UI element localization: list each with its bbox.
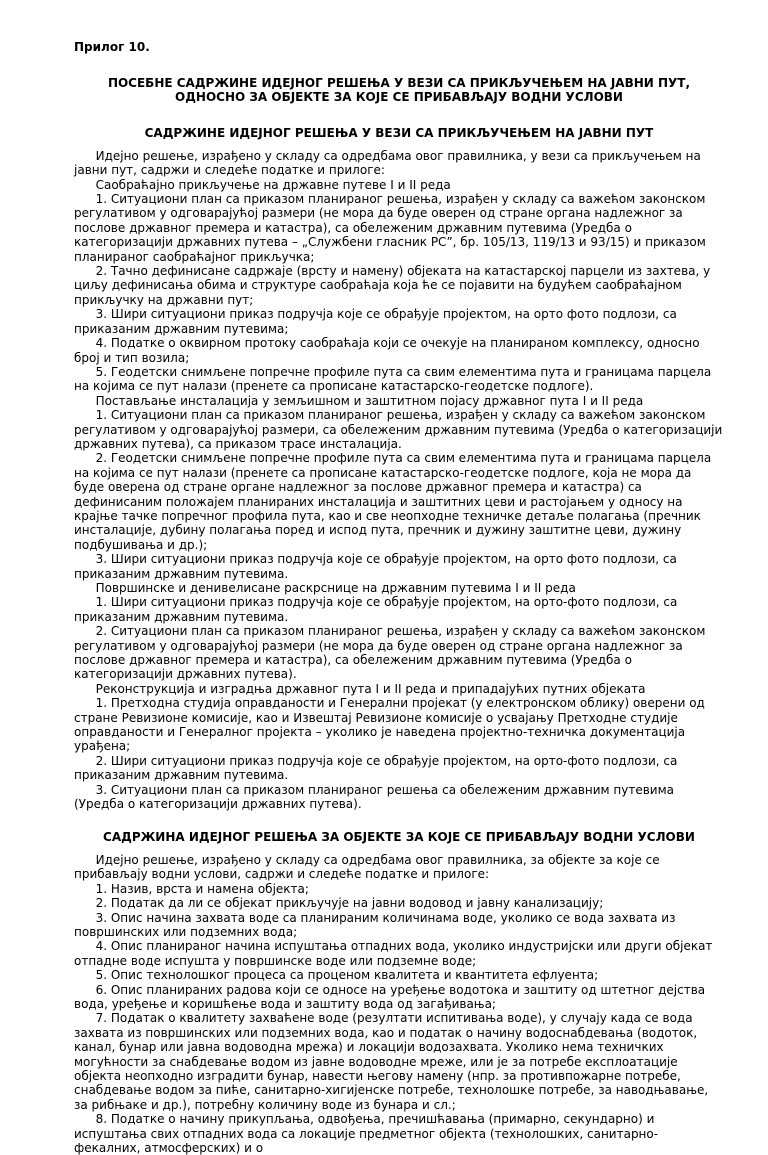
paragraph: 2. Геодетски снимљене попречне профиле пута са свим елементима пута и границама парцела на којима се пут налази (пренете са прописане катастарско-геодетске подлоге, која не мора да буде оверена од стране органе надлежног за послове државног премера и катастра) са дефинисаним положајем планираних инсталација и заштитних цеви и растојањем у односу на крајње тачке попречног профила пута, као и све неопходне техничке детаље полагања (пречник инсталације, дубину полагања поред и испод пута, пречник и дужину заштитне цеви, дужину подбушивања и др.); (74, 451, 712, 552)
paragraph: 1. Ситуациони план са приказом планираног решења, израђен у складу са важећом законском регулативом у одговарајућој размери (не мора да буде оверен од стране органа надлежног за послове државног премера и катастра), са обележеним државним путевима (Уредба о категоризацији државних путева – „Службени гласник РС”, бр. 105/13, 119/13 и 93/15) и приказом планираног саобраћајног прикључка; (74, 192, 706, 264)
section-2-title: САДРЖИНА ИДЕЈНОГ РЕШЕЊА ЗА ОБЈЕКТЕ ЗА КОЈЕ СЕ ПРИБАВЉАЈУ ВОДНИ УСЛОВИ (103, 829, 695, 844)
paragraph: 3. Шири ситуациони приказ подручја које се обрађује пројектом, на орто фото подлози, са приказаним државним путевима. (74, 552, 677, 581)
list-item: 5. Опис технолошког процеса са проценом квалитета и квантитета ефлуента; (95, 968, 599, 983)
document-page (74, 40, 724, 1155)
paragraph: 2. Тачно дефинисане садржаје (врсту и намену) објеката на катастарској парцели из захтева, у циљу дефинисања обима и структуре саобраћаја која ће се појавити на будућем саобраћајном прикључку на државни пут; (74, 264, 711, 307)
list-item: 6. Опис планираних радова који се односе на уређење водотока и заштиту од штетног дејства вода, уређење и коришћење вода и заштиту вода од загађивања; (74, 982, 706, 1011)
section-2-body (74, 853, 724, 1155)
paragraph: Идејно решење, израђено у складу са одредбама овог правилника, за објекте за које се прибављају водни услови, садржи и следеће податке и прилоге: (74, 852, 660, 882)
subheading: Саобраћајно прикључење на државне путеве I и II реда (95, 177, 451, 192)
list-item: 1. Назив, врста и намена објекта; (95, 881, 309, 896)
paragraph: 3. Шири ситуациони приказ подручја које се обрађује пројектом, на орто фото подлози, са приказаним државним путевима; (74, 307, 677, 336)
section-1-title: САДРЖИНЕ ИДЕЈНОГ РЕШЕЊА У ВЕЗИ СА ПРИКЉУЧЕЊЕМ НА ЈАВНИ ПУТ (144, 126, 654, 141)
list-item: 4. Опис планираног начина испуштања отпадних вода, уколико индустријски или други објекат отпадне воде испушта у површинске воде или подземне воде; (74, 939, 713, 968)
document-title: ПОСЕБНЕ САДРЖИНЕ ИДЕЈНОГ РЕШЕЊА У ВЕЗИ СА ПРИКЉУЧЕЊЕМ НА ЈАВНИ ПУТ, ОДНОСНО ЗА ОБЈЕКТЕ ЗА КОЈЕ СЕ ПРИБАВЉАЈУ ВОДНИ УСЛОВИ (107, 76, 691, 105)
subheading: Постављање инсталација у земљишном и заштитном појасу државног пута I и II реда (95, 393, 644, 408)
list-item: 2. Податак да ли се објекат прикључује на јавни водовод и јавну канализацију; (95, 896, 604, 911)
list-item: 7. Податак о квалитету захваћене воде (резултати испитивања воде), у случају када се вода захвата из површинских или подземних вода, као и податак о начину водоснабдевања (водоток, канал, бунар или јавна водоводна мрежа) и локацији водозахвата. Уколико нема техничких могућности за снабдевање водом из јавне водоводне мреже, или је за потребе експлоатације објекта неопходно изградити бунар, навести његову намену (нпр. за противпожарне потребе, снабдевање водом за пиће, санитарно-хигијенске потребе, технолошке потребе, за наводњавање, за рибњаке и др.), потребну количину воде из бунара и сл.; (74, 1011, 709, 1112)
paragraph: 3. Ситуациони план са приказом планираног решења са обележеним државним путевима (Уредба о категоризацији државних путева). (74, 782, 675, 812)
section-1-body (74, 149, 724, 812)
subheading: Површинске и денивелисане раскрснице на државним путевима I и II реда (95, 581, 576, 595)
paragraph: 1. Претходна студија оправданости и Генерални пројекат (у електронском облику) оверени од стране Ревизионе комисије, као и Извештај Ревизионе комисије о усвајању Претходне студије оправданости и Генералног пројекта – уколико је наведена пројектно-техничка документација урађена; (74, 696, 705, 754)
paragraph: 5. Геодетски снимљене попречне профиле пута са свим елементима пута и границама парцела на којима се пут налази (пренете са прописане катастарско-геодетске подлоге). (74, 364, 712, 394)
list-item: 8. Податке о начину прикупљања, одвођења, пречишћавања (примарно, секундарно) и испуштања свих отпадних вода са локације предметног објекта (технолошких, санитарно-фекалних, атмосферских) и о (74, 1112, 659, 1155)
list-item: 3. Опис начина захвата воде са планираним количинама воде, уколико се вода захвата из површинских или подземних вода; (74, 910, 676, 939)
paragraph: 2. Шири ситуациони приказ подручја које се обрађује пројектом, на орто-фото подлози, са приказаним државним путевима. (74, 753, 678, 783)
paragraph: 1. Шири ситуациони приказ подручја које се обрађује пројектом, на орто-фото подлози, са приказаним државним путевима. (74, 595, 678, 624)
paragraph: Идејно решење, израђено у складу са одредбама овог правилника, у вези са прикључењем на јавни пут, садржи и следеће податке и прилоге: (74, 148, 701, 178)
paragraph: 4. Податке о оквирном протоку саобраћаја који се очекује на планираном комплексу, односно број и тип возила; (74, 336, 700, 365)
subheading: Реконструкција и изградња државног пута I и II реда и припадајућих путних објеката (95, 681, 646, 696)
paragraph: 1. Ситуациони план са приказом планираног решења, израђен у складу са важећом законском регулативом у одговарајућој размери, са обележеним државним путевима (Уредба о категоризацији државних путева), са приказом трасе инсталација. (74, 408, 723, 451)
paragraph: 2. Ситуациони план са приказом планираног решења, израђен у складу са важећом законском регулативом у одговарајућој размери (не мора да буде оверен од стране органа надлежног за послове државног премера и катастра), са обележеним државним путевима (Уредба о категоризацији државних путева). (74, 624, 706, 682)
annex-label: Прилог 10. (74, 40, 150, 54)
